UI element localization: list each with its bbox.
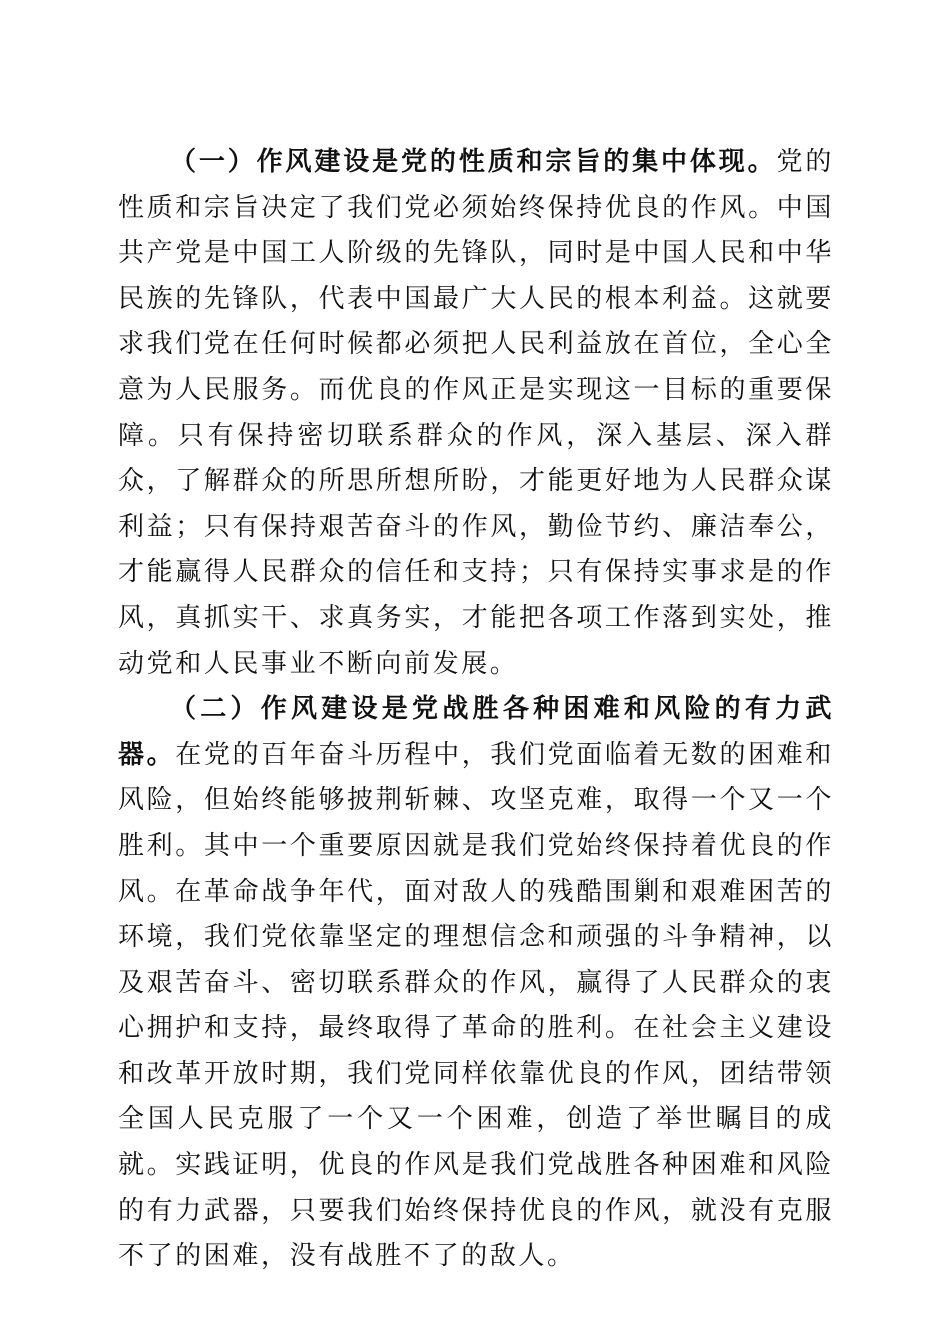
paragraph-1 — [118, 140, 834, 687]
paragraph-1-heading: （一）作风建设是党的性质和宗旨的集中体现。 — [170, 147, 777, 177]
paragraph-2-heading: （二）作风建设是党战胜各种困难和风险的有力武器。 — [118, 694, 834, 770]
paragraph-2-body: 在党的百年奋斗历程中，我们党面临着无数的困难和风险，但始终能够披荆斩棘、攻坚克难，取得一个又一个胜利。其中一个重要原因就是我们党始终保持着优良的作风。在革命战争年代，面对敌人的残酷围剿和艰难困苦的环境，我们党依靠坚定的理想信念和顽强的斗争精神，以及艰苦奋斗、密切联系群众的作风，赢得了人民群众的衷心拥护和支持，最终取得了革命的胜利。在社会主义建设和改革开放时期，我们党同样依靠优良的作风，团结带领全国人民克服了一个又一个困难，创造了举世瞩目的成就。实践证明，优良的作风是我们党战胜各种困难和风险的有力武器，只要我们始终保持优良的作风，就没有克服不了的困难，没有战胜不了的敌人。 — [118, 739, 834, 1272]
paragraph-2 — [118, 687, 834, 1280]
paragraph-1-body: 党的性质和宗旨决定了我们党必须始终保持优良的作风。中国共产党是中国工人阶级的先锋队，同时是中国人民和中华民族的先锋队，代表中国最广大人民的根本利益。这就要求我们党在任何时候都必须把人民利益放在首位，全心全意为人民服务。而优良的作风正是实现这一目标的重要保障。只有保持密切联系群众的作风，深入基层、深入群众，了解群众的所思所想所盼，才能更好地为人民群众谋利益；只有保持艰苦奋斗的作风，勤俭节约、廉洁奉公，才能赢得人民群众的信任和支持；只有保持实事求是的作风，真抓实干、求真务实，才能把各项工作落到实处，推动党和人民事业不断向前发展。 — [118, 147, 834, 679]
document-page — [118, 140, 834, 1280]
